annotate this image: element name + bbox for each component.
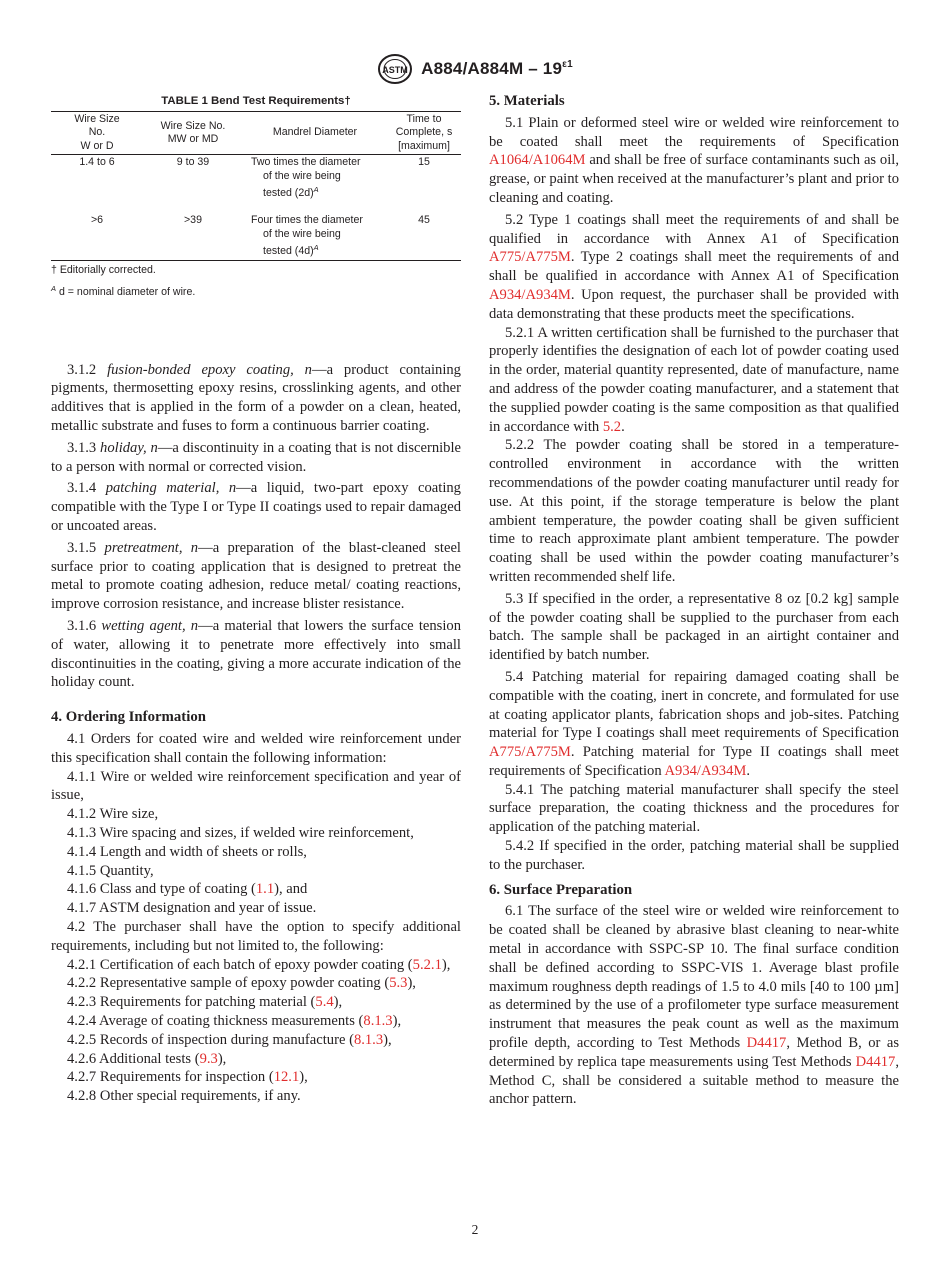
para-3-1-2: 3.1.2 fusion-bonded epoxy coating, n—a product containing pigments, thermosetting epoxy resins, crosslinking agents, and other additives that is applied in the form of a powder on a clean, heated, metallic substrate and fuses to form a continuous barrier coating. [51, 361, 461, 435]
table-header-row [51, 112, 461, 155]
cell-time: 15 [418, 156, 430, 169]
para-3-1-6: 3.1.6 wetting agent, n—a material that lowers the surface tension of water, allowing it to penetrate more effectively into small discontinuities in the coating, giving a more accurate indication of the holiday count. [51, 618, 461, 691]
col-header-mandrel: Mandrel Diameter [243, 112, 387, 155]
para-4-2-2: 4.2.2 Representative sample of epoxy powder coating (5.3), [67, 975, 416, 992]
ref-link[interactable]: A1064/A1064M [489, 152, 586, 169]
para-5-1: 5.1 Plain or deformed steel wire or welded wire reinforcement to be coated shall meet the requirements of Specification A1064/A1064M and shall be free of surface contaminants such as oil, grease, or paint when received at the manufacturer’s plant and prior to cleaning and coating. [489, 114, 899, 206]
para-5-4: 5.4 Patching material for repairing damaged coating shall be compatible with the coating, inert in concrete, and formulated for use at coating applicator plants, fabrication shops and job-sites. Patching material for Type I coatings shall meet requirements of Specification A775/A775M. Patching material for Type II coatings shall meet requirements of Specification A934/A934M. [489, 668, 899, 779]
ref-link[interactable]: A775/A775M [489, 249, 571, 266]
para-5-2-2: 5.2.2 The powder coating shall be stored in a temperature-controlled environment in accordance with the written recommendations of the powder coating manufacturer until ready for use. At this point, if the storage temperature is below the plant ambient temperature, the powder coating shall be given sufficient time to reach approximate plant ambient temperature. The powder coating shall be used within the powder coating manufacturer’s written recommended shelf life. [489, 437, 899, 585]
ref-link[interactable]: 5.4 [315, 994, 334, 1011]
ref-link[interactable]: 12.1 [273, 1069, 300, 1086]
table-row [51, 214, 461, 260]
para-4-1-7: 4.1.7 ASTM designation and year of issue. [67, 900, 317, 917]
table-caption: TABLE 1 Bend Test Requirements† [161, 95, 351, 107]
ref-link[interactable]: 9.3 [199, 1050, 218, 1067]
ref-link[interactable]: 1.1 [255, 881, 275, 898]
cell-mandrel: Four times the diameter of the wire being tested $(4d)^A$ [251, 214, 363, 258]
para-4-2-8: 4.2.8 Other special requirements, if any. [67, 1088, 301, 1105]
para-5-2-1: 5.2.1 A written certification shall be furnished to the purchaser that properly identifies the designation of each lot of powder coating used in the order, material quantity represented, date of manufacture, name and address of the powder coating manufacturer, and a statement that the supplied powder coating is the same composition as that qualified in accordance with 5.2. [489, 324, 899, 435]
col-header-wire-size-mw: Wire Size No. MW or MD [143, 112, 243, 155]
left-column [51, 92, 461, 1106]
ref-link[interactable]: A934/A934M [664, 762, 747, 779]
para-6-1: 6.1 The surface of the steel wire or welded wire reinforcement to be coated shall be cleaned by abrasive blast cleaning to near-white metal in accordance with SSPC-SP 10. The final surface condition shall be defined according to SSPC-VIS 1. Average blast profile maximum roughness depth readings of 1.5 to 4.0 mils [40 to 100 µm] as determined by the use of a profilometer type surface measurement instrument that measures the peak count as well as the maximum profile depth, according to Test Methods D4417, Method B, or as determined by replica tape measurements using Test Methods D4417, Method C, shall be considered a suitable method to measure the anchor pattern. [489, 903, 899, 1108]
footnote-a: $^A$ d = nominal diameter of wire. [51, 283, 196, 298]
ref-link[interactable]: 8.1.3 [353, 1031, 384, 1048]
footnote-editorial: † Editorially corrected. [51, 263, 156, 276]
para-4-2-4: 4.2.4 Average of coating thickness measurements (8.1.3), [67, 1012, 402, 1029]
para-5-2: 5.2 Type 1 coatings shall meet the requirements of and shall be qualified in accordance with Annex A1 of Specification A775/A775M. Type 2 coatings shall meet the requirements of and shall be qualified in accordance with Annex A1 of Specification A934/A934M. Upon request, the purchaser shall be provided with data demonstrating that these products meet the specifications. [489, 211, 899, 322]
left-body [51, 361, 461, 1106]
para-3-1-3: 3.1.3 holiday, n—a discontinuity in a coating that is not discernible to a person with normal or corrected vision. [51, 439, 462, 475]
para-4-1-4: 4.1.4 Length and width of sheets or rolls, [67, 843, 307, 860]
ref-link[interactable]: A934/A934M [489, 286, 571, 303]
para-4-1-6: 4.1.6 Class and type of coating (1.1), and [67, 881, 308, 898]
cell-time: 45 [418, 214, 430, 227]
ref-link[interactable]: 5.2.1 [412, 956, 442, 973]
section-heading-ordering: 4. Ordering Information [51, 709, 206, 726]
cell-wire-size-mw: 9 to 39 [176, 156, 210, 169]
para-4-2-7: 4.2.7 Requirements for inspection (12.1), [67, 1069, 308, 1086]
para-4-2-5: 4.2.5 Records of inspection during manufacture (8.1.3), [67, 1031, 392, 1048]
col-header-time: Time to Complete, s [maximum] [387, 112, 461, 155]
document-designation: $A884/A884M - 19^{\varepsilon 1}$ [421, 59, 573, 78]
para-5-4-2: 5.4.2 If specified in the order, patching material shall be supplied to the purchaser. [489, 838, 899, 873]
para-4-1: 4.1 Orders for coated wire and welded wire reinforcement under this specification shall contain the following information: [51, 731, 461, 766]
right-body [489, 92, 899, 1109]
para-4-2-6: 4.2.6 Additional tests (9.3), [67, 1050, 227, 1067]
cell-wire-size-mw: >39 [184, 214, 202, 227]
ref-link[interactable]: 8.1.3 [363, 1012, 393, 1029]
table-row [51, 155, 461, 215]
para-4-1-5: 4.1.5 Quantity, [67, 862, 154, 879]
para-5-4-1: 5.4.1 The patching material manufacturer shall specify the steel surface preparation, the coating thickness and the procedures for application of the patching material. [489, 781, 899, 836]
para-4-2: 4.2 The purchaser shall have the option to specify additional requirements, including but not limited to, the following: [51, 918, 461, 954]
ref-link[interactable]: 5.3 [389, 975, 408, 992]
page-header [0, 52, 950, 86]
bend-test-table [51, 111, 461, 261]
ref-link[interactable]: A775/A775M [489, 744, 571, 761]
para-4-1-3: 4.1.3 Wire spacing and sizes, if welded wire reinforcement, [67, 824, 414, 841]
table-footnotes [51, 263, 461, 299]
section-heading-materials: 5. Materials [489, 93, 565, 109]
col-header-wire-size: Wire Size No. W or D [51, 112, 143, 155]
para-5-3: 5.3 If specified in the order, a representative 8 oz [0.2 kg] sample of the powder coating shall be supplied to the purchaser from each batch. The sample shall be packaged in an airtight container and identified by batch number. [489, 590, 899, 664]
svg-text:ASTM: ASTM [382, 65, 408, 75]
right-column [489, 92, 899, 1112]
para-3-1-5: 3.1.5 pretreatment, n—a preparation of the blast-cleaned steel surface prior to coating application that is designed to pretreat the metal to promote coating adhesion, reduce metal/ coating reactions, improve corrosion resistance, and increase blister resistance. [51, 539, 461, 613]
ref-link[interactable]: D4417 [746, 1035, 787, 1052]
ref-link[interactable]: 5.2 [602, 418, 622, 435]
astm-logo-icon [377, 53, 413, 85]
cell-wire-size: >6 [90, 214, 104, 227]
cell-wire-size: 1.4 to 6 [79, 156, 115, 169]
para-3-1-4: 3.1.4 patching material, n—a liquid, two-part epoxy coating compatible with the Type I or Type II coatings used to repair damaged or uncoated areas. [51, 480, 461, 535]
para-4-2-3: 4.2.3 Requirements for patching material (5.4), [67, 994, 343, 1011]
para-4-2-1: 4.2.1 Certification of each batch of epoxy powder coating (5.2.1), [67, 956, 451, 973]
page-number: 2 [471, 1222, 479, 1237]
cell-mandrel: Two times the diameter of the wire being tested $(2d)^A$ [251, 156, 361, 200]
para-4-1-1: 4.1.1 Wire or welded wire reinforcement specification and year of issue, [51, 768, 461, 804]
section-heading-surface-prep: 6. Surface Preparation [489, 881, 633, 898]
ref-link[interactable]: D4417 [855, 1053, 896, 1070]
epsilon-superscript: ε1 [562, 59, 573, 70]
para-4-1-2: 4.1.2 Wire size, [67, 806, 159, 823]
